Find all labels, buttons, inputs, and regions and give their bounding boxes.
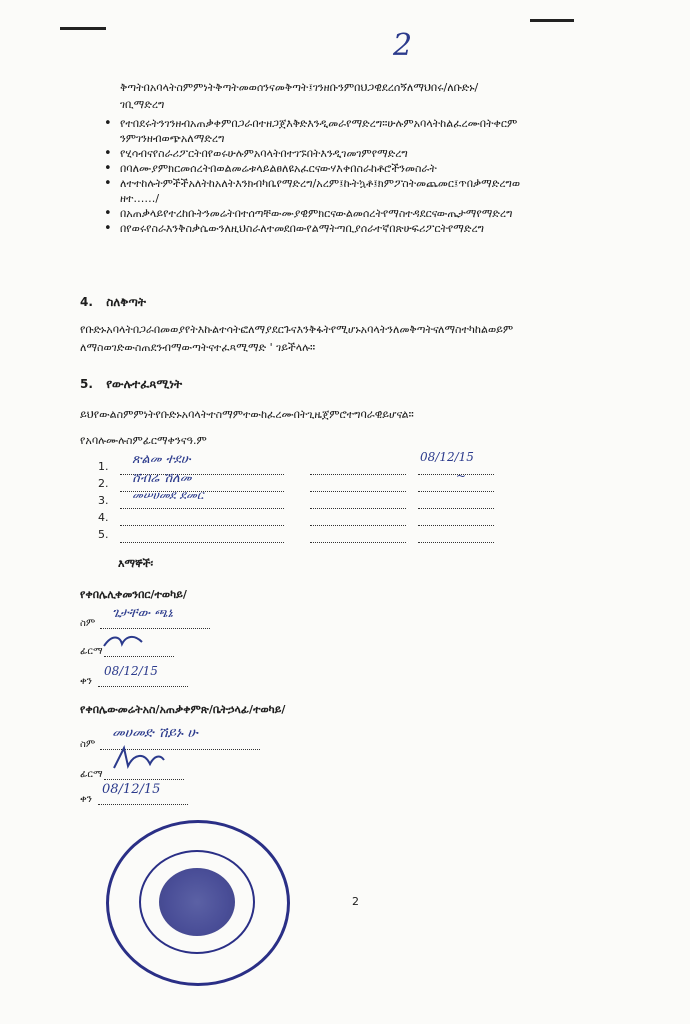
signer-date-line bbox=[418, 528, 494, 543]
witness-2-name: መሀመድ ሽይኑ ሁ bbox=[112, 725, 198, 741]
handwritten-page-number: 2 bbox=[393, 28, 413, 63]
official-stamp bbox=[106, 820, 290, 986]
signer-signature-line bbox=[310, 477, 406, 492]
section-4-line-2: ለማስወገድውስጠደንብማውጣትናተፈጻሚማድ ' ገይችላሉ። bbox=[80, 341, 316, 354]
bullet-list bbox=[100, 116, 520, 236]
stamp-inner-ring bbox=[139, 850, 255, 954]
bullet-item-6: • በየወሩየስራእንቅስቃሴውንለዚህስራለተመደበውየልማትጣቢያሰራተኛበጽሁፍሪፖርትየማድረግ bbox=[100, 221, 520, 236]
bullet-item-5: • በአጠቃላይየተረከቡትንመሬትበተሰጣቸውሙያዊምክርናውልመሰረትየማስተዳደርናውጤታማየማድረግ bbox=[100, 206, 520, 221]
top-left-mark bbox=[60, 27, 106, 30]
section-4-line-1: የቡድኑአባላትበጋራበመወያየትእኩልተሳትፎለማያደርጉናእንቅፋትየሚሆኑአባላትንለመቅጣትናለማስተካከልወይም bbox=[80, 323, 514, 336]
witness-1-name-label: ስም bbox=[80, 618, 96, 629]
section-4-title: ስለቅጣት bbox=[106, 295, 146, 309]
bullet-item-1-cont: ንምገንዘብወጭአለማድረግ bbox=[120, 132, 225, 145]
bullet-item-3: • በባለሙያምክርመሰረትበወልመሬቱላይልፀለዩአፈርናውሃእቀበስራከቶሮችንመስራት bbox=[100, 161, 520, 176]
stamp-emblem-icon bbox=[159, 868, 235, 936]
bullet-item-2: • የሂሳብናየስራሪፖርትበየወሩሁሉምአባላትበተገኙበትእንዲገመገምየማድረግ bbox=[100, 146, 520, 161]
signer-name: መሠሀመደ ደመር bbox=[132, 488, 204, 502]
signer-number: 1. bbox=[98, 460, 109, 473]
witness-1-name: ጌታቸው ጫኔ bbox=[112, 606, 173, 621]
witness-2-sig-label: ፊርማ bbox=[80, 769, 103, 780]
signer-number: 3. bbox=[98, 494, 109, 507]
witness-2-name-label: ስም bbox=[80, 739, 96, 750]
section-5-number: 5. bbox=[80, 377, 93, 391]
signer-name-line bbox=[120, 511, 284, 526]
signer-name: ሸብሬ ሽለመ bbox=[132, 471, 192, 486]
bullet-item-4: • ለተተከሉትምችችአለትከአለትእንክብካቤየማድረግ/አረም፤ኩትኳቶ፤ክምፖስትመጨመር፤ጥበቃማድረግወ bbox=[100, 176, 520, 191]
signer-number: 5. bbox=[98, 528, 109, 541]
witness-1-date: 08/12/15 bbox=[104, 664, 158, 678]
signer-signature-line bbox=[310, 528, 406, 543]
signer-number: 2. bbox=[98, 477, 109, 490]
top-right-mark bbox=[530, 19, 574, 22]
witness-2-label: የቀበሌውመሬትአስ/አጠቃቀምጽ/ቤትኃላፊ/ተወካይ/ bbox=[80, 703, 286, 716]
witness-2-signature bbox=[110, 744, 166, 774]
section-5-title: የውሉተፈጻሚነት bbox=[106, 377, 183, 391]
witness-1-sig-label: ፊርማ bbox=[80, 646, 103, 657]
signer-name-line bbox=[120, 528, 284, 543]
signer-number: 4. bbox=[98, 511, 109, 524]
signer-date: ~ bbox=[456, 469, 467, 483]
top-paragraph-line-1: ቅጣትበአባላትስምምነትቅጣትመወሰንናመቅጣት፤ገንዘቡንምበህጋዊደረሰኝለማህበሩ/ለቡድኑ/ bbox=[120, 81, 479, 94]
signer-signature-line bbox=[310, 511, 406, 526]
section-4-number: 4. bbox=[80, 295, 93, 309]
witness-1-date-label: ቀን bbox=[80, 676, 92, 687]
top-paragraph-line-2: ገቢማድረግ bbox=[120, 98, 165, 111]
signers-intro: የአባሉሙሉስምፊርማቀንናዓ.ም bbox=[80, 434, 207, 447]
section-5-line: ይህየውልስምምነትየቡድኑአባላትተስማምተውከፈረሙበትጊዜጀምሮተግባራዊይሆናል። bbox=[80, 408, 414, 421]
bullet-item-1: • የተበደሩትንገንዘብአጠቃቀምበጋራበተዘጋጀእቅድእንዲመራየማድረግ።ሁሉምአባላትከልፈረሙበትቀርም bbox=[100, 116, 520, 131]
signer-signature-line bbox=[310, 494, 406, 509]
section-5-heading bbox=[80, 377, 182, 392]
page-number: 2 bbox=[352, 895, 359, 908]
bullet-item-4-cont: ዘተ……/ bbox=[120, 192, 160, 205]
witness-1-signature bbox=[102, 632, 146, 652]
witness-2-date-label: ቀን bbox=[80, 794, 92, 805]
witness-2-date: 08/12/15 bbox=[102, 782, 161, 797]
signer-date-line bbox=[418, 494, 494, 509]
section-4-heading bbox=[80, 295, 146, 310]
signer-date-line bbox=[418, 511, 494, 526]
signer-date: 08/12/15 bbox=[420, 450, 474, 464]
signer-name: ጽልመ ተደሁ bbox=[132, 452, 191, 467]
witnesses-title: እማኞች፡ bbox=[118, 557, 154, 570]
signer-signature-line bbox=[310, 460, 406, 475]
witness-1-label: የቀበሌሊቀመንበር/ተወካይ/ bbox=[80, 588, 187, 601]
